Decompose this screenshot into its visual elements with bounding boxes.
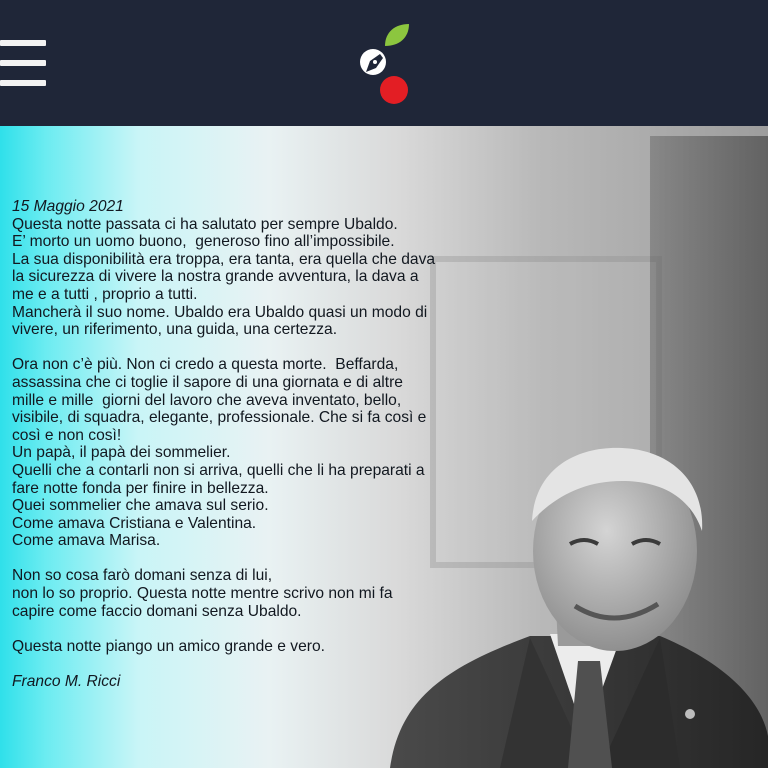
letter-date: 15 Maggio 2021 xyxy=(12,198,124,215)
logo-nib-hole xyxy=(373,60,377,64)
letter-line: Ora non c’è più. Non ci credo a questa morte. Beffarda, xyxy=(12,356,399,374)
logo-red-circle xyxy=(380,76,408,104)
letter-line: Quei sommelier che amava sul serio. xyxy=(12,497,269,515)
letter-line: E’ morto un uomo buono, generoso fino all’impossibile. xyxy=(12,233,395,251)
letter-line: Quelli che a contarli non si arriva, quelli che li ha preparati a xyxy=(12,461,425,479)
letter-line: La sua disponibilità era troppa, era tanta, era quella che dava xyxy=(12,250,436,268)
letter-line: così e non così! xyxy=(12,426,122,444)
top-bar xyxy=(0,0,768,126)
paragraph-gap xyxy=(12,620,552,638)
letter-signature: Franco M. Ricci xyxy=(12,673,121,691)
letter-line: Mancherà il suo nome. Ubaldo era Ubaldo quasi un modo di xyxy=(12,303,428,321)
letter-line: Come amava Marisa. xyxy=(12,532,161,550)
letter-line: non lo so proprio. Questa notte mentre scrivo non mi fa xyxy=(12,585,393,603)
memorial-letter xyxy=(12,198,552,691)
letter-line: mille e mille giorni del lavoro che aveva inventato, bello, xyxy=(12,391,402,409)
letter-line: Questa notte passata ci ha salutato per sempre Ubaldo. xyxy=(12,215,398,233)
letter-line: me e a tutti , proprio a tutti. xyxy=(12,285,198,303)
letter-line: Non so cosa farò domani senza di lui, xyxy=(12,567,273,585)
letter-line: assassina che ci toglie il sapore di una giornata e di altre xyxy=(12,373,403,391)
tricolor-pen-logo[interactable] xyxy=(355,18,415,108)
hamburger-menu-icon[interactable] xyxy=(0,40,48,92)
menu-bar-bottom xyxy=(0,80,46,86)
logo-green-leaf xyxy=(385,24,409,46)
letter-line: la sicurezza di vivere la nostra grande avventura, la dava a xyxy=(12,268,419,286)
menu-bar-middle xyxy=(0,60,46,66)
letter-line: capire come faccio domani senza Ubaldo. xyxy=(12,602,302,620)
letter-line: vivere, un riferimento, una guida, una certezza. xyxy=(12,321,338,339)
letter-line: Come amava Cristiana e Valentina. xyxy=(12,514,257,532)
paragraph-gap xyxy=(12,550,552,568)
letter-line: Questa notte piango un amico grande e vero. xyxy=(12,637,325,655)
paragraph-gap xyxy=(12,339,552,357)
menu-bar-top xyxy=(0,40,46,46)
memorial-post xyxy=(0,126,768,768)
paragraph-gap xyxy=(12,655,552,673)
letter-line: fare notte fonda per finire in bellezza. xyxy=(12,479,269,497)
letter-line: visibile, di squadra, elegante, professionale. Che si fa così e xyxy=(12,409,427,427)
letter-line: Un papà, il papà dei sommelier. xyxy=(12,444,231,462)
